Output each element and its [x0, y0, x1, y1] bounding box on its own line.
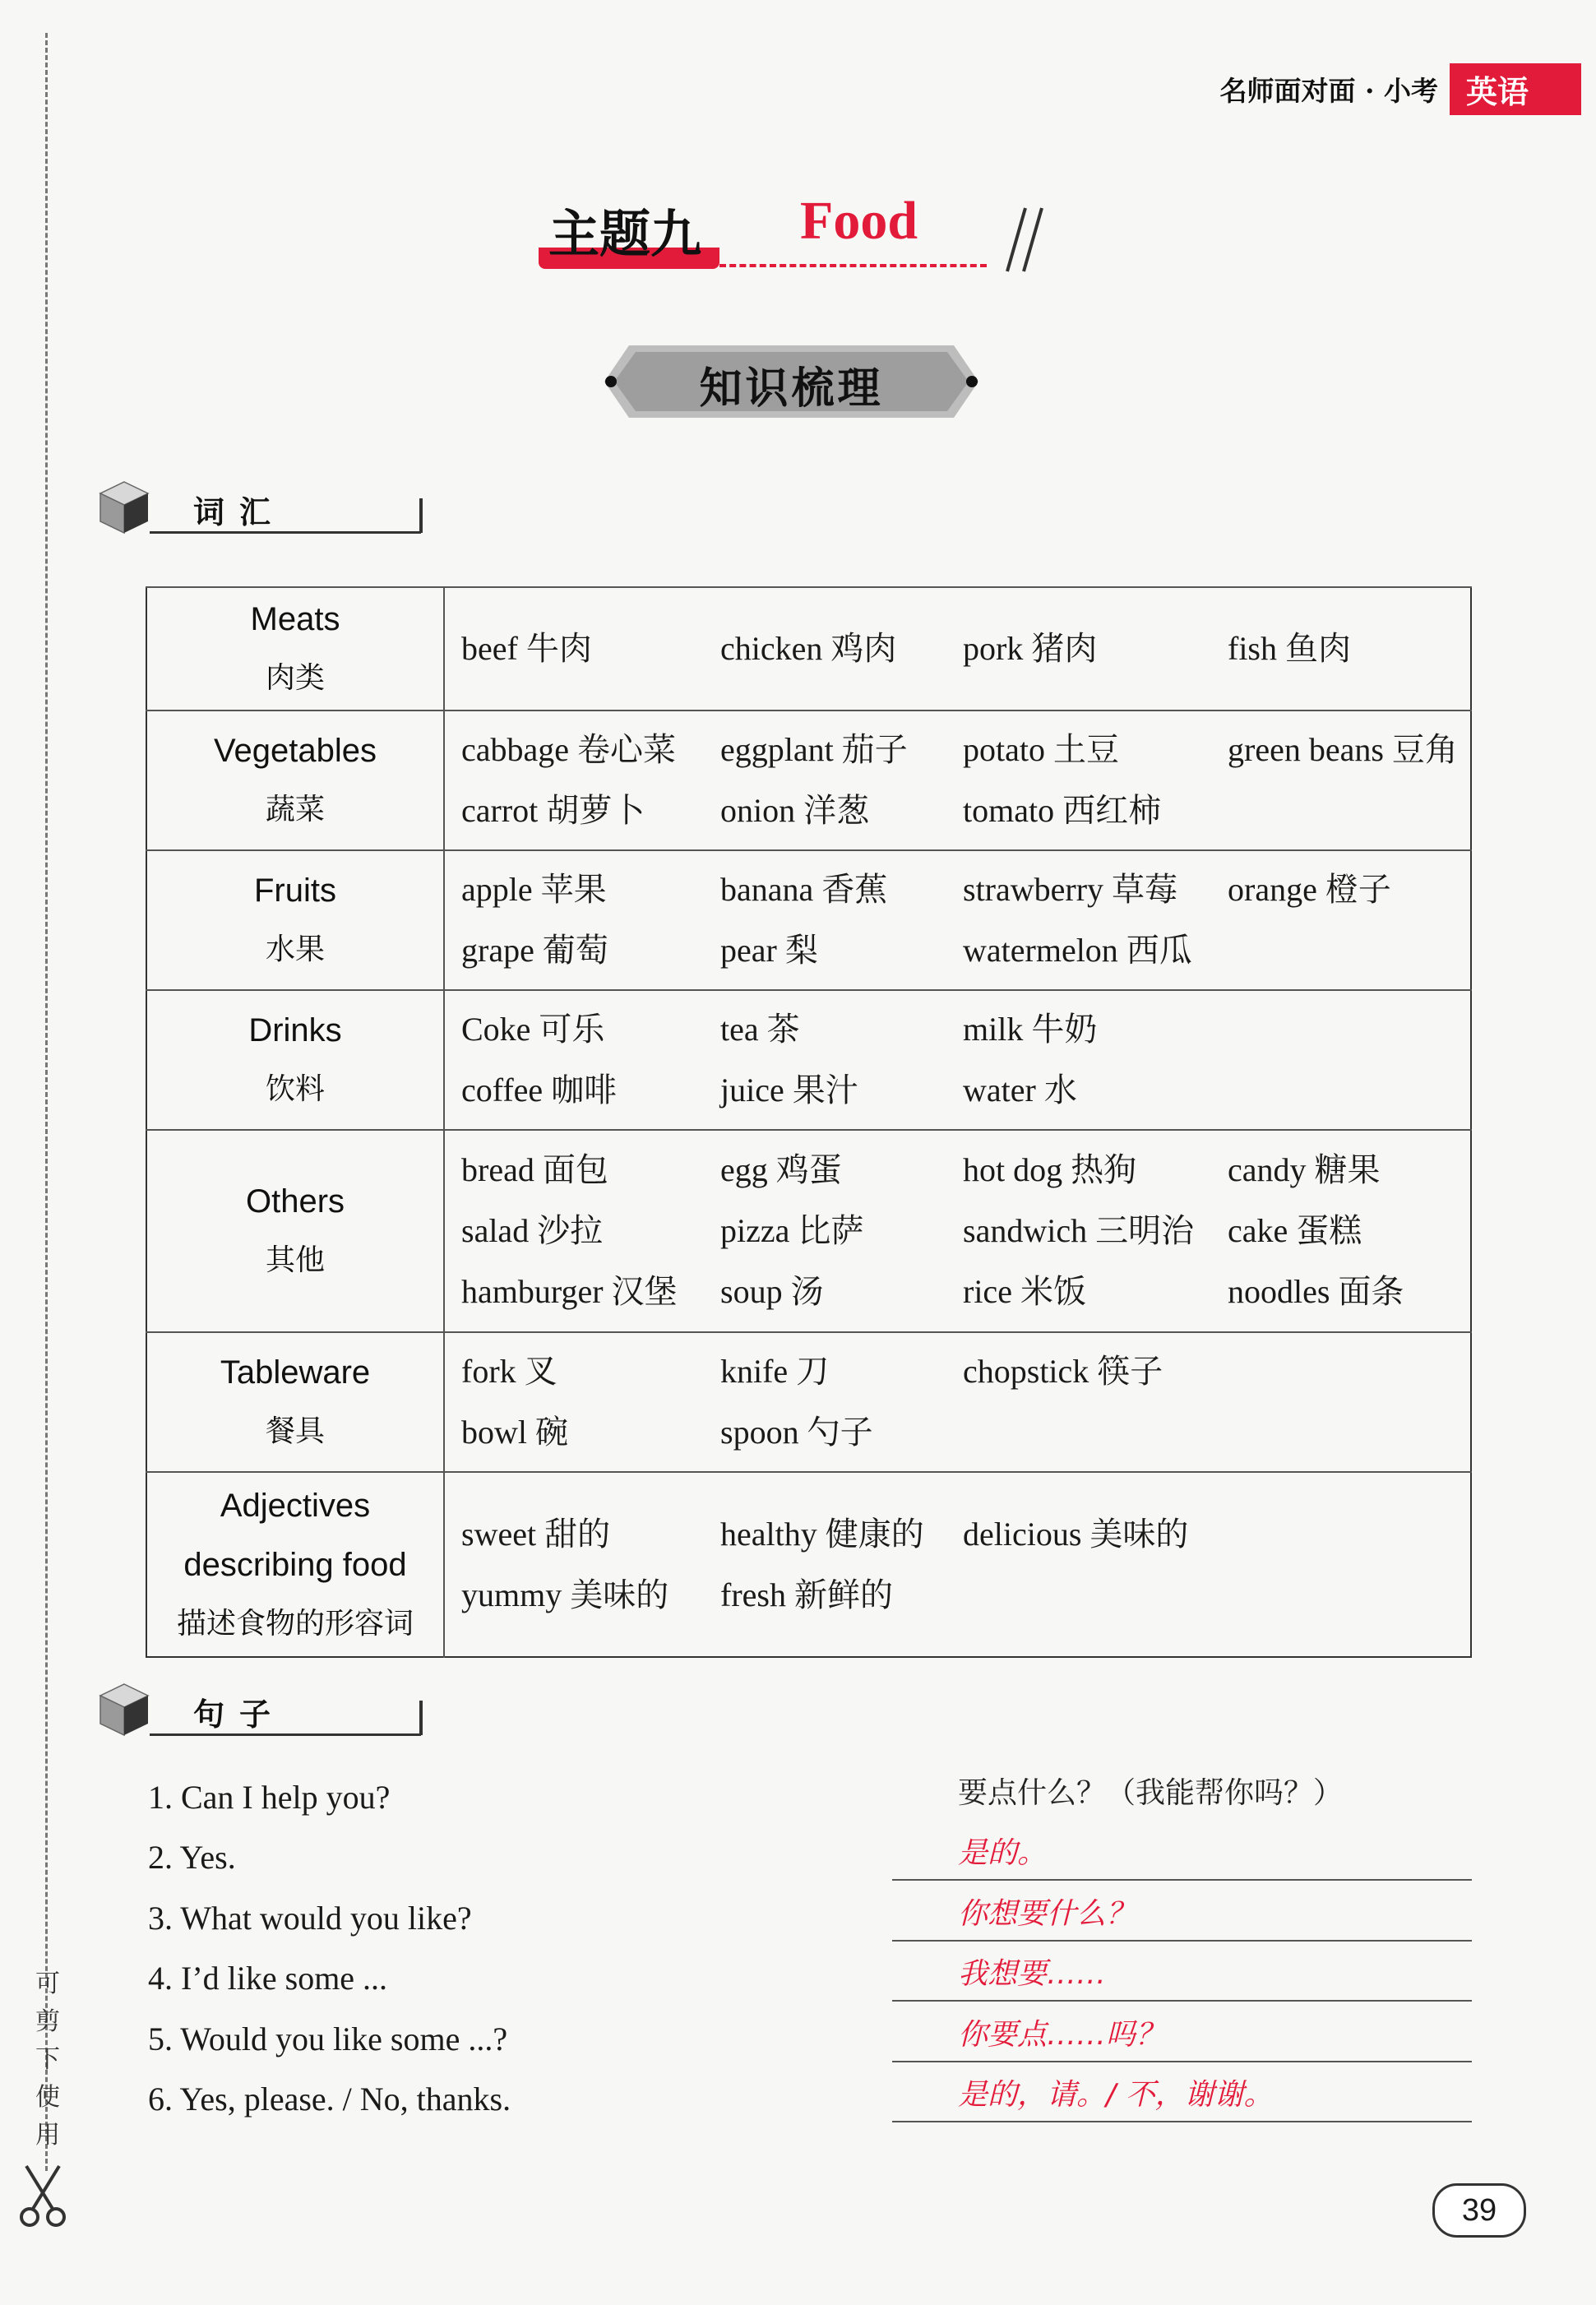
vocab-word: sandwich 三明治 [963, 1212, 1195, 1249]
sentence-heading-label: 句子 [193, 1696, 286, 1733]
vocab-word: egg 鸡蛋 [720, 1151, 842, 1188]
vocab-word: potato 土豆 [963, 731, 1119, 768]
word-grid [445, 1132, 1470, 1331]
category-english: Vegetables [214, 733, 377, 769]
vocab-heading-label: 词汇 [193, 494, 286, 530]
sentence-english: 1. Can I help you? [148, 1779, 391, 1816]
sentence-english: 3. What would you like? [148, 1899, 472, 1937]
title-english: Food [800, 191, 918, 251]
category-english: Others [245, 1183, 345, 1220]
vocab-heading [99, 477, 345, 543]
sentence-english: 4. I’d like some ... [148, 1960, 388, 1997]
vocab-word: watermelon 西瓜 [963, 932, 1192, 969]
vocab-word: Coke 可乐 [461, 1011, 605, 1048]
vocab-word: chopstick 筷子 [963, 1353, 1163, 1390]
title-dashed-line [719, 264, 987, 267]
category-chinese: 水果 [265, 933, 325, 966]
unit-title [539, 185, 1048, 284]
vocab-word: grape 葡萄 [461, 932, 608, 969]
answer-line: 我想要…… [892, 1949, 1472, 2002]
words-cell [444, 850, 1471, 990]
vocab-word: water 水 [963, 1072, 1077, 1109]
vocab-word: apple 苹果 [461, 871, 607, 908]
vocab-word [1228, 999, 1474, 1060]
vocab-word: onion 洋葱 [720, 792, 870, 829]
cut-line [45, 33, 48, 2171]
vocab-word: knife 刀 [720, 1353, 830, 1390]
sentence-english: 6. Yes, please. / No, thanks. [148, 2081, 511, 2118]
vocab-word: yummy 美味的 [461, 1576, 669, 1613]
vocab-word: bowl 碗 [461, 1414, 568, 1451]
vocab-word: fork 叉 [461, 1353, 557, 1390]
vocab-word: noodles 面条 [1228, 1273, 1404, 1310]
sentence-translation: 要点什么？（我能帮你吗？） [958, 1776, 1344, 1810]
vocab-word: coffee 咖啡 [461, 1072, 618, 1109]
vocab-row [146, 1332, 1471, 1472]
word-grid [445, 1333, 1470, 1471]
vocab-word [1228, 1565, 1474, 1626]
vocab-word: fresh 新鲜的 [720, 1576, 893, 1613]
answer-line: 你想要什么？ [892, 1889, 1472, 1942]
category-english: Drinks [248, 1012, 342, 1048]
heading-tick [419, 1701, 423, 1735]
vocab-word: eggplant 茄子 [720, 731, 908, 768]
category-cell [146, 1472, 444, 1657]
vocab-word [1228, 1341, 1474, 1402]
vocab-word: chicken 鸡肉 [720, 630, 897, 667]
vocab-word: beef 牛肉 [461, 630, 592, 667]
category-cell [146, 1130, 444, 1332]
category-cell [146, 710, 444, 850]
word-grid [445, 851, 1470, 989]
category-english-2: describing food [183, 1546, 407, 1583]
words-cell [444, 710, 1471, 850]
page-number: 39 [1432, 2183, 1526, 2238]
vocab-word: tea 茶 [720, 1011, 800, 1048]
answer-line: 你要点……吗？ [892, 2010, 1472, 2062]
vocab-row [146, 1472, 1471, 1657]
vocab-word [963, 1402, 1228, 1463]
vocab-word: candy 糖果 [1228, 1151, 1381, 1188]
vocab-word: hamburger 汉堡 [461, 1273, 678, 1310]
book-brand: 名师面对面 · 小考 [1219, 74, 1438, 107]
vocab-word: bread 面包 [461, 1151, 608, 1188]
section-banner [604, 339, 978, 425]
category-cell [146, 1332, 444, 1472]
sentence-english: 5. Would you like some ...? [148, 2020, 508, 2057]
word-grid [445, 610, 1470, 687]
answer-line: 是的，请。/ 不，谢谢。 [892, 2070, 1472, 2122]
vocab-word: green beans 豆角 [1228, 731, 1458, 768]
cube-icon [99, 480, 150, 535]
category-chinese: 肉类 [265, 661, 325, 695]
vocab-word: soup 汤 [720, 1273, 824, 1310]
cube-icon [99, 1682, 150, 1737]
vocab-row [146, 1130, 1471, 1332]
vocab-word: sweet 甜的 [461, 1515, 611, 1553]
vocab-word [1228, 1060, 1474, 1121]
vocab-word: tomato 西红柿 [963, 792, 1162, 829]
vocab-row [146, 587, 1471, 710]
vocab-row [146, 850, 1471, 990]
vocab-word [1228, 1402, 1474, 1463]
category-chinese: 餐具 [265, 1414, 325, 1448]
vocab-word: delicious 美味的 [963, 1515, 1189, 1553]
vocab-word: carrot 胡萝卜 [461, 792, 645, 829]
section-title: 知识梳理 [699, 364, 884, 414]
vocab-word: fish 鱼肉 [1228, 630, 1351, 667]
category-english: Meats [250, 601, 340, 637]
subject-badge: 英语 [1450, 63, 1581, 115]
word-grid [445, 991, 1470, 1129]
category-cell [146, 990, 444, 1130]
vocab-row [146, 710, 1471, 850]
category-chinese: 其他 [265, 1243, 325, 1277]
vocab-word: salad 沙拉 [461, 1212, 604, 1249]
vocab-word: milk 牛奶 [963, 1011, 1098, 1048]
vocab-word: cabbage 卷心菜 [461, 731, 677, 768]
word-grid [445, 711, 1470, 849]
answer-line: 是的。 [892, 1828, 1472, 1881]
words-cell [444, 1472, 1471, 1657]
category-cell [146, 587, 444, 710]
vocab-word: rice 米饭 [963, 1273, 1086, 1310]
category-chinese: 饮料 [265, 1072, 325, 1106]
vocab-row [146, 990, 1471, 1130]
word-grid [445, 1496, 1470, 1634]
sentence-english: 2. Yes. [148, 1839, 236, 1877]
vocabulary-table [146, 586, 1472, 1658]
category-english: Tableware [220, 1354, 371, 1391]
double-slash-icon [974, 201, 1048, 275]
words-cell [444, 1130, 1471, 1332]
vocab-word: pork 猪肉 [963, 630, 1098, 667]
vocab-word: cake 蛋糕 [1228, 1212, 1362, 1249]
title-chinese: 主题九 [548, 204, 702, 264]
vocab-word: strawberry 草莓 [963, 871, 1178, 908]
category-english: Adjectives [220, 1487, 371, 1524]
vocab-word: juice 果汁 [720, 1072, 858, 1109]
vocab-word: pear 梨 [720, 932, 818, 969]
vocab-word: hot dog 热狗 [963, 1151, 1137, 1188]
vocab-word [1228, 780, 1474, 841]
heading-tick [419, 498, 423, 533]
vocab-word: pizza 比萨 [720, 1212, 864, 1249]
vocab-word: orange 橙子 [1228, 871, 1391, 908]
category-english: Fruits [254, 872, 336, 909]
header [1220, 66, 1581, 112]
cut-note: 可剪下使用 [35, 1969, 60, 2150]
vocab-word [963, 1565, 1228, 1626]
category-chinese: 蔬菜 [265, 793, 325, 826]
words-cell [444, 587, 1471, 710]
vocab-word [1228, 1504, 1474, 1565]
category-chinese: 描述食物的形容词 [176, 1606, 414, 1641]
words-cell [444, 1332, 1471, 1472]
sentence-heading [99, 1679, 345, 1745]
vocab-word [1228, 920, 1474, 981]
words-cell [444, 990, 1471, 1130]
vocab-word: healthy 健康的 [720, 1515, 924, 1553]
category-cell [146, 850, 444, 990]
vocab-word: spoon 勺子 [720, 1414, 873, 1451]
vocab-word: banana 香蕉 [720, 871, 888, 908]
scissors-icon [18, 2163, 67, 2229]
